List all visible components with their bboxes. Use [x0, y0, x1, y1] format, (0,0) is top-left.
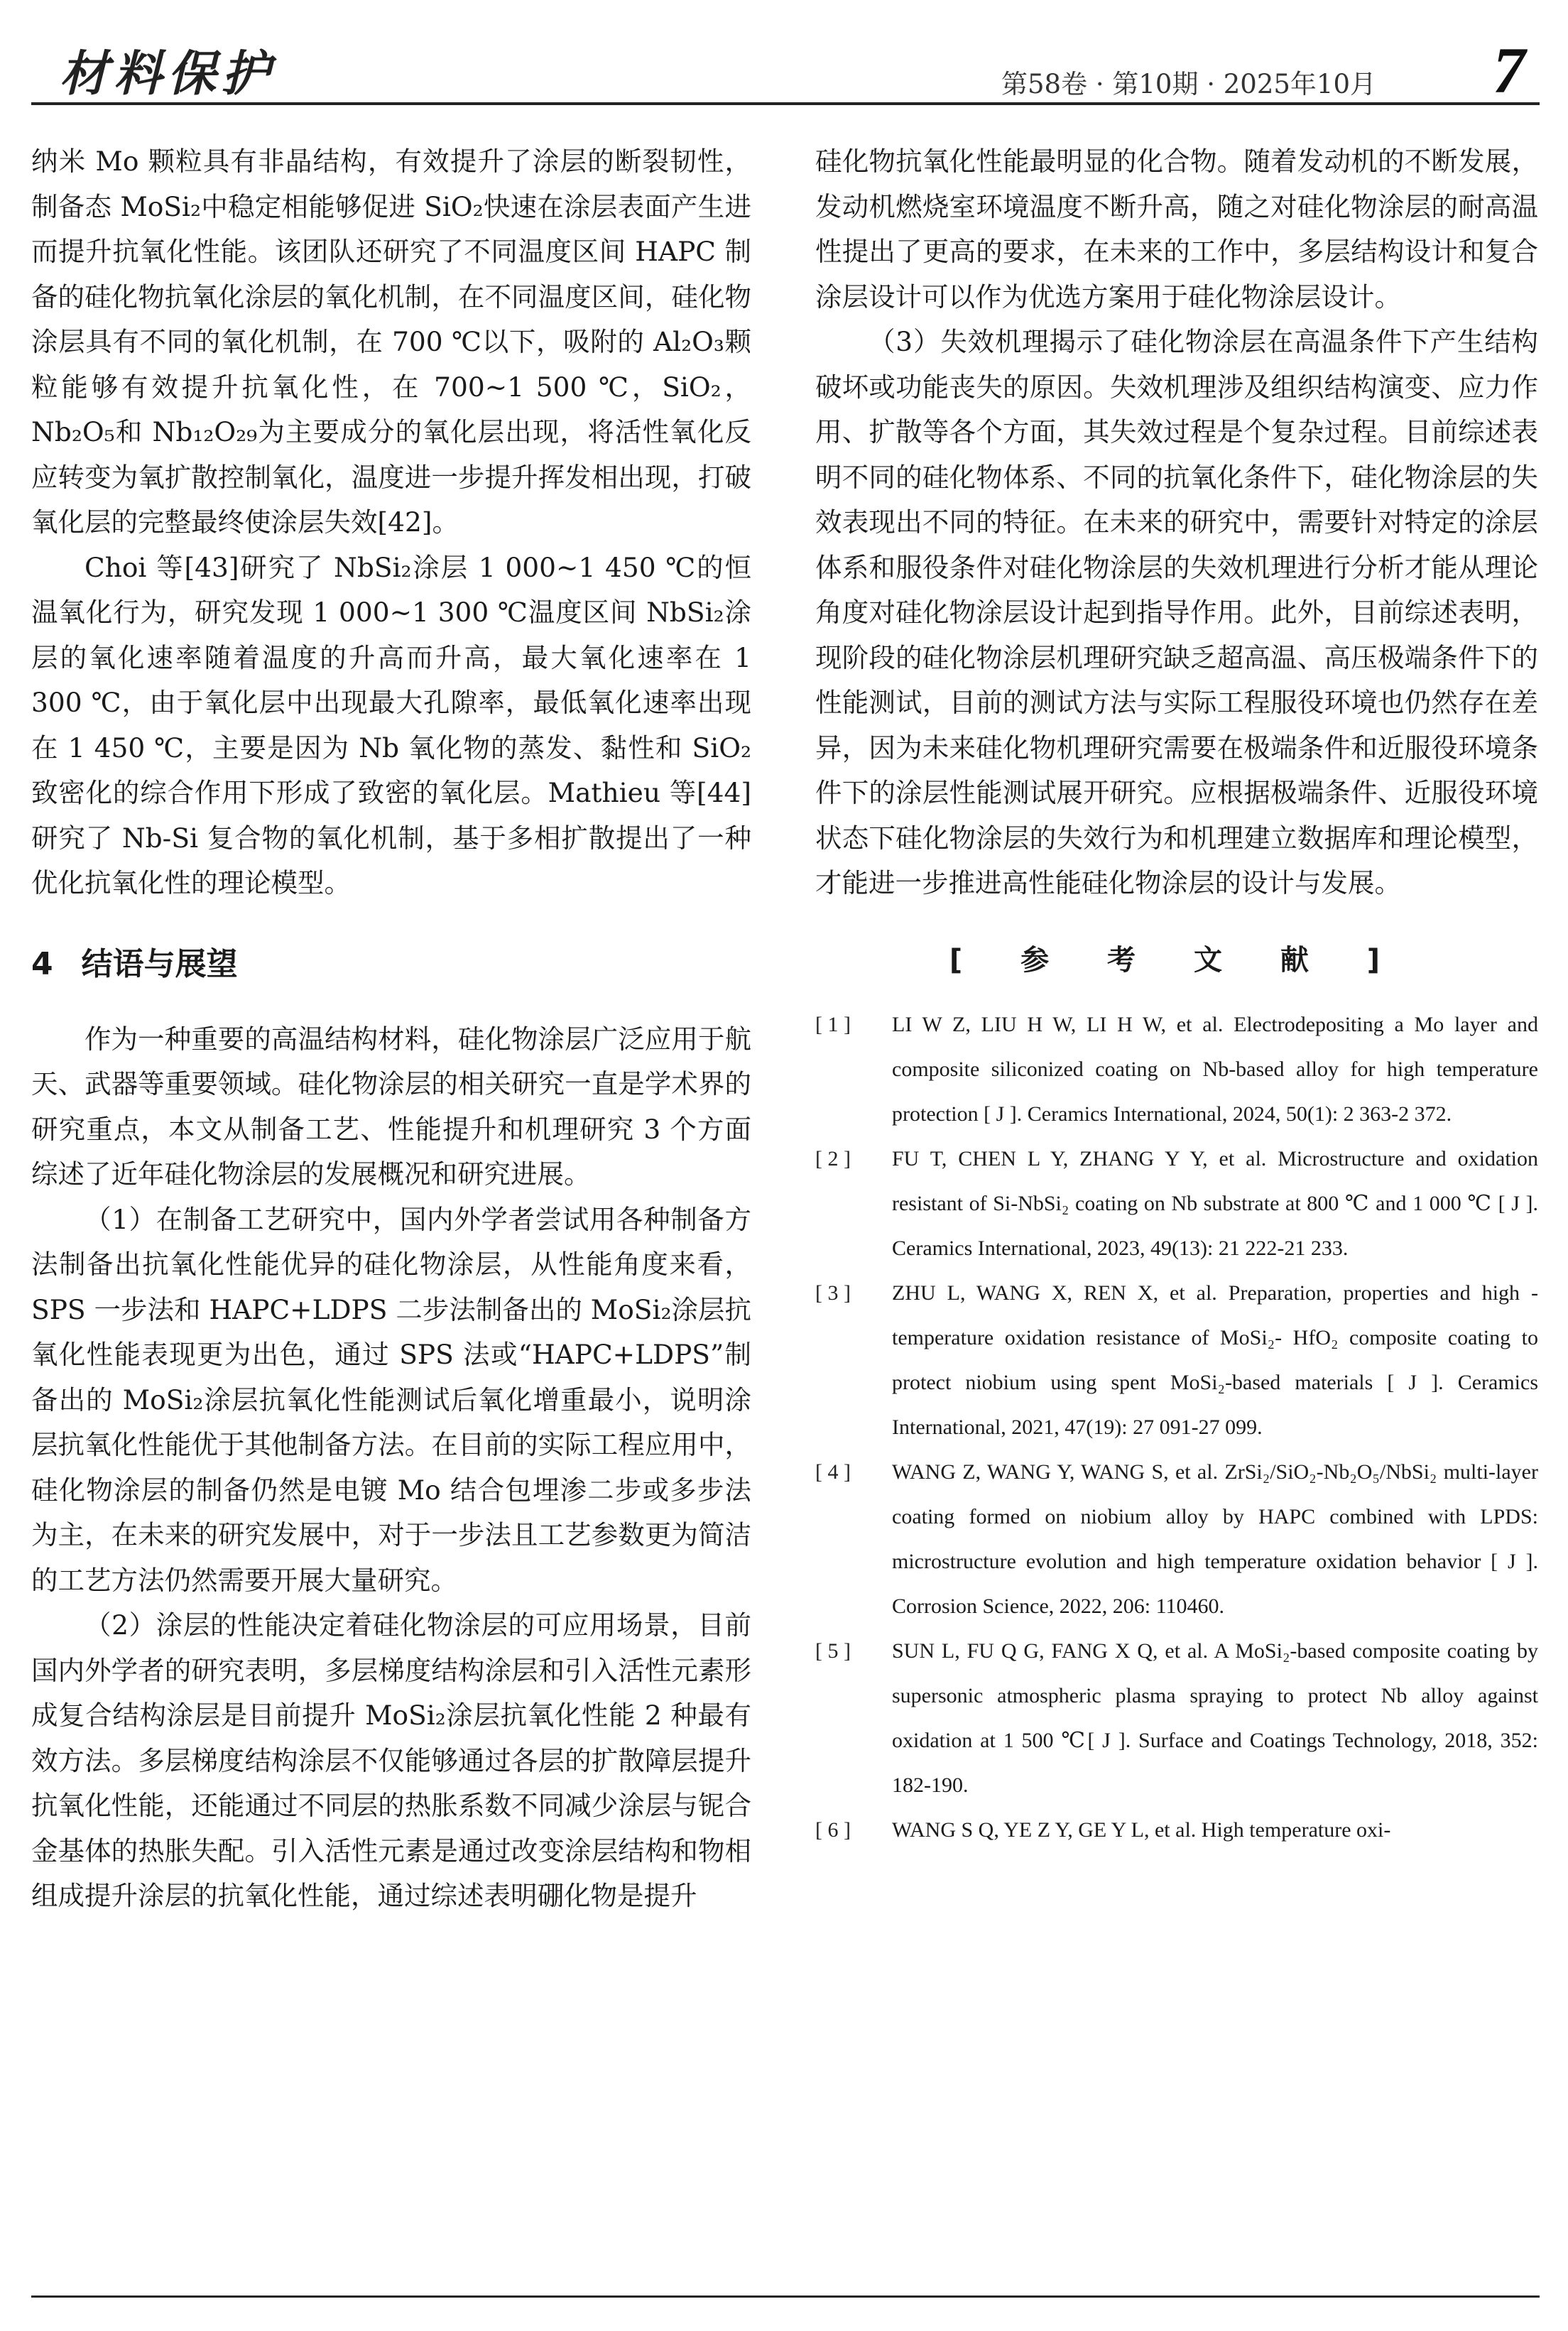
journal-logo: 材料保护	[60, 45, 276, 102]
ref-text: FU T, CHEN L Y, ZHANG Y Y, et al. Microstructure and oxidation resistant of Si-NbSi₂ coating on Nb substrate at 800 ℃ and 1 000 ℃ [ J ]. Ceramics International, 2023, 49(13): 21 222-21 233.	[892, 1146, 1538, 1260]
paragraph: （3）失效机理揭示了硅化物涂层在高温条件下产生结构破坏或功能丧失的原因。失效机理涉及组织结构演变、应力作用、扩散等各个方面，其失效过程是个复杂过程。目前综述表明不同的硅化物体系、不同的抗氧化条件下，硅化物涂层的失效表现出不同的特征。在未来的研究中，需要针对特定的涂层体系和服役条件对硅化物涂层的失效机理进行分析才能从理论角度对硅化物涂层设计起到指导作用。此外，目前综述表明，现阶段的硅化物涂层机理研究缺乏超高温、高压极端条件下的性能测试，目前的测试方法与实际工程服役环境也仍然存在差异，因为未来硅化物机理研究需要在极端条件和近服役环境条件下的涂层性能测试展开研究。应根据极端条件、近服役环境状态下硅化物涂层的失效行为和机理建立数据库和理论模型，才能进一步推进高性能硅化物涂层的设计与发展。	[815, 326, 1538, 898]
paragraph: 纳米 Mo 颗粒具有非晶结构，有效提升了涂层的断裂韧性，制备态 MoSi₂中稳定相能够促进 SiO₂快速在涂层表面产生进而提升抗氧化性能。该团队还研究了不同温度区间 HAPC 制备的硅化物抗氧化涂层的氧化机制，在不同温度区间，硅化物涂层具有不同的氧化机制，在 700 ℃以下，吸附的 Al₂O₃颗粒能够有效提升抗氧化性，在 700~1 500 ℃，SiO₂，Nb₂O₅和 Nb₁₂O₂₉为主要成分的氧化层出现，将活性氧化反应转变为氧扩散控制氧化，温度进一步提升挥发相出现，打破氧化层的完整最终使涂层失效[42]。	[31, 146, 751, 538]
section-title: 结语与展望	[81, 945, 238, 982]
reference-item	[815, 1808, 1538, 1852]
section-number: 4	[31, 945, 53, 982]
reference-item	[815, 1136, 1538, 1271]
paragraph: 硅化物抗氧化性能最明显的化合物。随着发动机的不断发展，发动机燃烧室环境温度不断升高，随之对硅化物涂层的耐高温性提出了更高的要求，在未来的工作中，多层结构设计和复合涂层设计可以作为优选方案用于硅化物涂层设计。	[815, 146, 1538, 313]
ref-number: [ 3 ]	[815, 1281, 851, 1305]
paragraph: 作为一种重要的高温结构材料，硅化物涂层广泛应用于航天、武器等重要领域。硅化物涂层的相关研究一直是学术界的研究重点，本文从制备工艺、性能提升和机理研究 3 个方面综述了近年硅化物涂层的发展概况和研究进展。	[31, 1023, 751, 1190]
right-column	[815, 139, 1538, 1852]
ref-number: [ 4 ]	[815, 1460, 851, 1484]
ref-number: [ 2 ]	[815, 1146, 851, 1170]
ref-text: SUN L, FU Q G, FANG X Q, et al. A MoSi₂-based composite coating by supersonic atmospheric plasma spraying to protect Nb alloy against oxidation at 1 500 ℃[ J ]. Surface and Coatings Technology, 2018, 352: 182-190.	[892, 1639, 1538, 1797]
reference-item	[815, 1629, 1538, 1808]
paragraph: （2）涂层的性能决定着硅化物涂层的可应用场景，目前国内外学者的研究表明，多层梯度结构涂层和引入活性元素形成复合结构涂层是目前提升 MoSi₂涂层抗氧化性能 2 种最有效方法。多层梯度结构涂层不仅能够通过各层的扩散障层提升抗氧化性能，还能通过不同层的热胀系数不同减少涂层与铌合金基体的热胀失配。引入活性元素是通过改变涂层结构和物相组成提升涂层的抗氧化性能，通过综述表明硼化物是提升	[31, 1609, 751, 1911]
section-heading	[31, 943, 751, 986]
ref-text: WANG Z, WANG Y, WANG S, et al. ZrSi₂/SiO₂-Nb₂O₅/NbSi₂ multi-layer coating formed on niobium alloy by HAPC combined with LPDS: microstructure evolution and high temperature oxidation behavior [ J ]. Corrosion Science, 2022, 206: 110460.	[892, 1460, 1538, 1618]
reference-list	[815, 1002, 1538, 1852]
reference-item	[815, 1271, 1538, 1450]
ref-number: [ 1 ]	[815, 1012, 851, 1036]
footer-rule	[31, 2295, 1540, 2298]
ref-number: [ 6 ]	[815, 1817, 851, 1842]
ref-number: [ 5 ]	[815, 1639, 851, 1663]
reference-item	[815, 1450, 1538, 1629]
ref-text: ZHU L, WANG X, REN X, et al. Preparation, properties and high - temperature oxidation resistance of MoSi₂- HfO₂ composite coating to protect niobium using spent MoSi₂-based materials [ J ]. Ceramics International, 2021, 47(19): 27 091-27 099.	[892, 1281, 1538, 1439]
references-heading: [ 参 考 文 献 ]	[949, 943, 1405, 977]
page-header	[31, 20, 1540, 105]
header-rule	[31, 102, 1540, 105]
issue-info: 第58卷 · 第10期 · 2025年10月	[1001, 69, 1376, 99]
paragraph: （1）在制备工艺研究中，国内外学者尝试用各种制备方法制备出抗氧化性能优异的硅化物涂层，从性能角度来看，SPS 一步法和 HAPC+LDPS 二步法制备出的 MoSi₂涂层抗氧化性能表现更为出色，通过 SPS 法或“HAPC+LDPS”制备出的 MoSi₂涂层抗氧化性能测试后氧化增重最小，说明涂层抗氧化性能优于其他制备方法。在目前的实际工程应用中，硅化物涂层的制备仍然是电镀 Mo 结合包埋渗二步或多步法为主，在未来的研究发展中，对于一步法且工艺参数更为简洁的工艺方法仍然需要开展大量研究。	[31, 1203, 752, 1596]
page-number: 7	[1493, 34, 1525, 107]
ref-text: LI W Z, LIU H W, LI H W, et al. Electrodepositing a Mo layer and composite siliconized coating on Nb-based alloy for high temperature protection [ J ]. Ceramics International, 2024, 50(1): 2 363-2 372.	[892, 1012, 1538, 1126]
left-column	[31, 139, 751, 1919]
paragraph: Choi 等[43]研究了 NbSi₂涂层 1 000~1 450 ℃的恒温氧化行为，研究发现 1 000~1 300 ℃温度区间 NbSi₂涂层的氧化速率随着温度的升高而升高，最大氧化速率在 1 300 ℃，由于氧化层中出现最大孔隙率，最低氧化速率出现在 1 450 ℃，主要是因为 Nb 氧化物的蒸发、黏性和 SiO₂致密化的综合作用下形成了致密的氧化层。Mathieu 等[44]研究了 Nb-Si 复合物的氧化机制，基于多相扩散提出了一种优化抗氧化性的理论模型。	[31, 551, 751, 898]
reference-item	[815, 1002, 1538, 1136]
ref-text: WANG S Q, YE Z Y, GE Y L, et al. High temperature oxi-	[892, 1817, 1391, 1842]
